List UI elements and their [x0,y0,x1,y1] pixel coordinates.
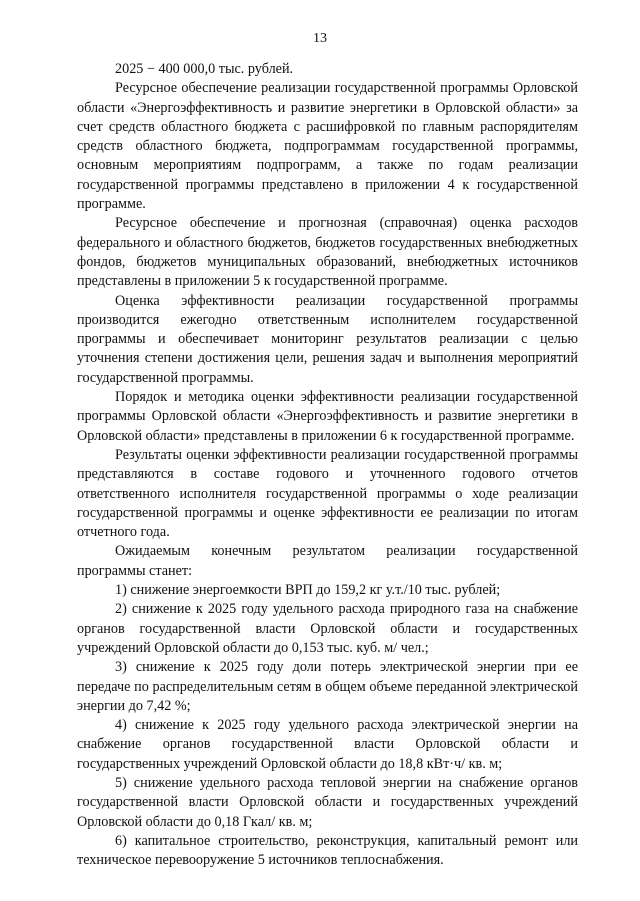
paragraph-funding-2025: 2025 − 400 000,0 тыс. рублей. [115,61,294,77]
paragraph-expected-result: Ожидаемым конечным результатом реализации государственной программы станет: [77,543,578,579]
list-item-result-1: 1) снижение энергоемкости ВРП до 159,2 кг у.т./10 тыс. рублей; [115,582,501,599]
paragraph-methodology: Порядок и методика оценки эффективности реализации государственной программы Орловской области «Энергоэффективность и развитие энергетики в Орловской области» представлены в приложении 6 к государственной программе. [77,389,578,444]
list-item-result-3: 3) снижение к 2025 году доли потерь электрической энергии при ее передаче по распределительным сетям в общем объеме переданной электрической энергии до 7,42 %; [77,659,578,714]
list-item-result-4: 4) снижение к 2025 году удельного расхода электрической энергии на снабжение органов государственной власти Орловской области и государственных учреждений Орловской области до 18,8 кВт·ч/ кв. м; [77,717,578,772]
paragraph-assessment-results: Результаты оценки эффективности реализации государственной программы представляются в составе годового и уточненного годового отчетов ответственного исполнителя государственной программы о ходе реализации государственной программы и оценке эффективности ее реализации по итогам отчетного года. [77,446,578,541]
list-item-result-5: 5) снижение удельного расхода тепловой энергии на снабжение органов государственной власти Орловской области и государственных учреждений Орловской области до 0,18 Гкал/ кв. м; [77,774,578,830]
document-body [77,60,578,870]
paragraph-resource-support: Ресурсное обеспечение реализации государственной программы Орловской области «Энергоэффективность и развитие энергетики в Орловской области» за счет средств областного бюджета с расшифровкой по главным распорядителям средств областного бюджета, подпрограммам государственной программы, основным мероприятиям подпрограмм, а также по годам реализации государственной программы представлено в приложении 4 к государственной программе. [77,80,578,213]
page-number: 13 [313,31,327,46]
paragraph-forecast-estimate: Ресурсное обеспечение и прогнозная (справочная) оценка расходов федерального и областного бюджетов, бюджетов государственных внебюджетных фондов, бюджетов муниципальных образований, внебюджетных источников представлены в приложении 5 к государственной программе. [77,215,578,290]
list-item-result-6: 6) капитальное строительство, реконструкция, капитальный ремонт или техническое перевооружение 5 источников теплоснабжения. [77,832,578,869]
list-item-result-2: 2) снижение к 2025 году удельного расхода природного газа на снабжение органов государственной власти Орловской области и государственных учреждений Орловской области до 0,153 тыс. куб. м/ чел.; [77,601,578,656]
paragraph-efficiency-assessment: Оценка эффективности реализации государственной программы производится ежегодно ответственным исполнителем государственной программы и обеспечивает мониторинг результатов реализации с целью уточнения степени достижения цели, решения задач и выполнения мероприятий государственной программы. [77,292,578,386]
